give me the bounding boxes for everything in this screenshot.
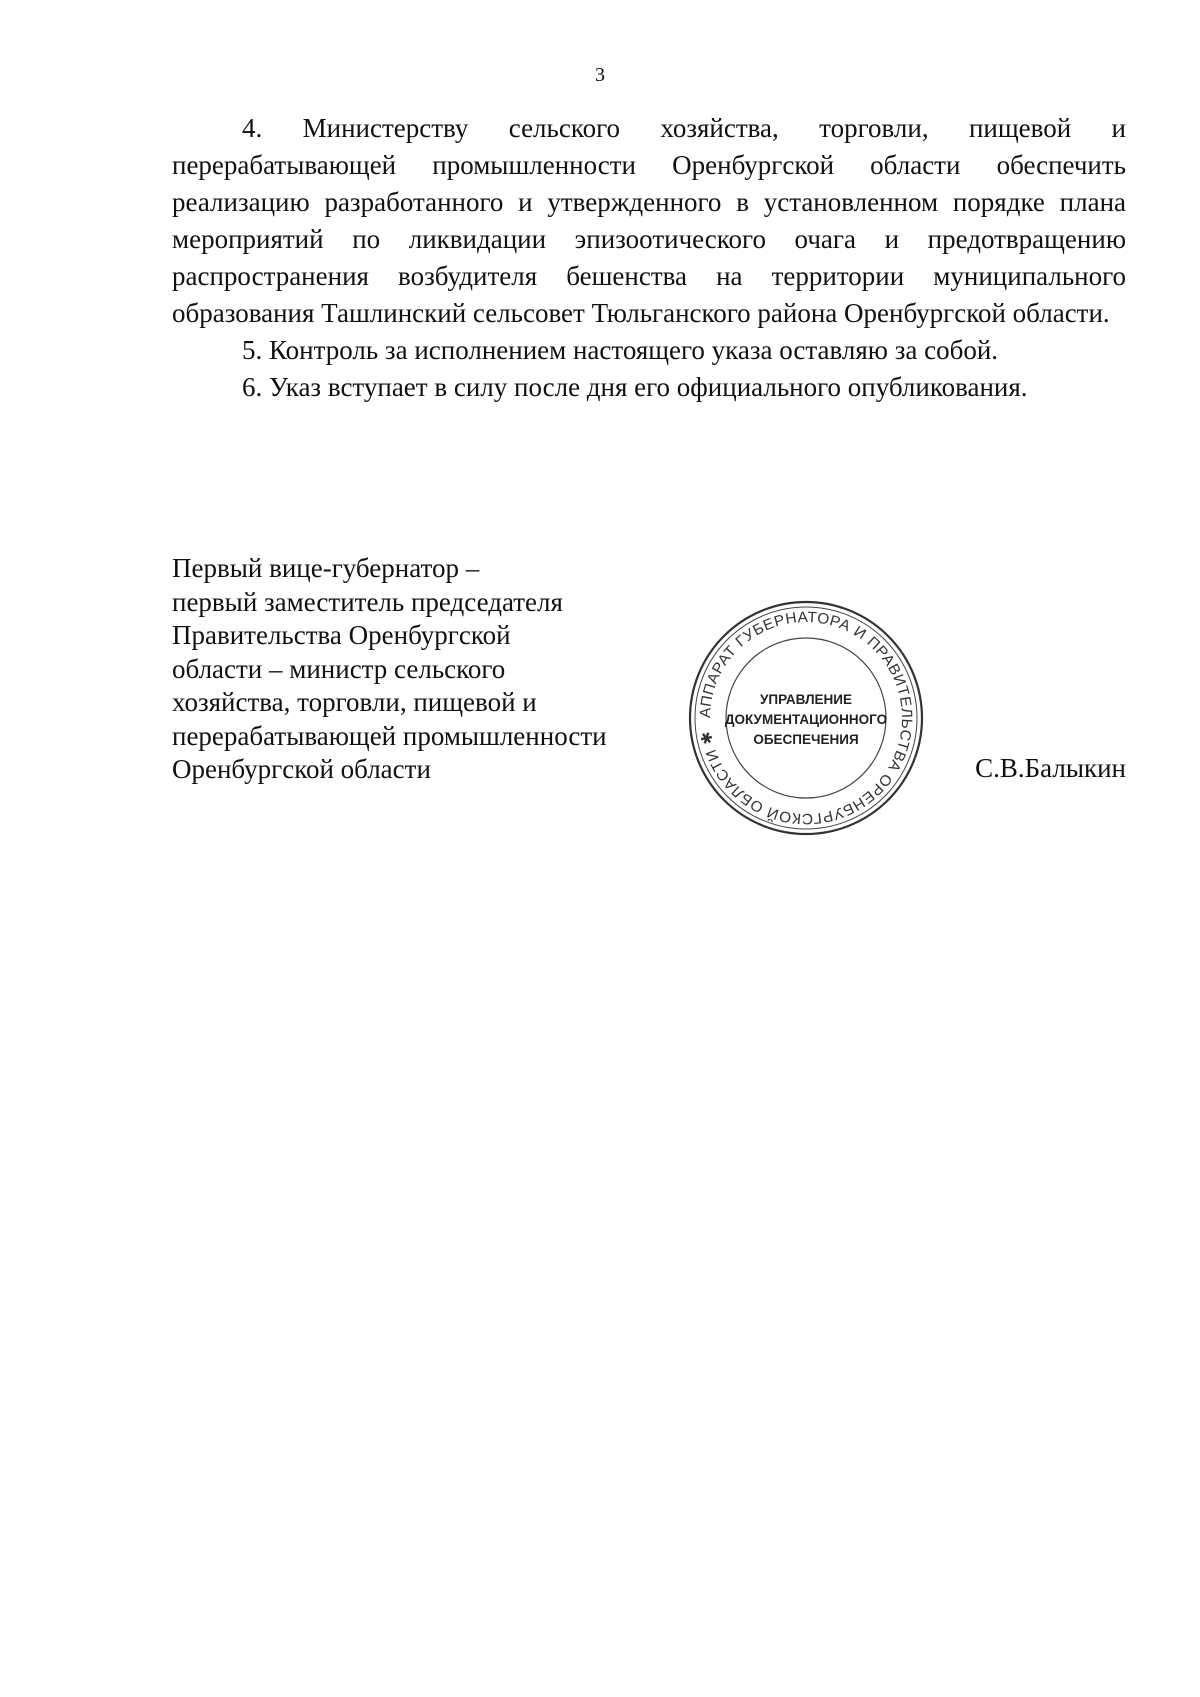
paragraph-6: 6. Указ вступает в силу после дня его официального опубликования. bbox=[242, 372, 1028, 402]
paragraph-4: 4. Министерству сельского хозяйства, торговли, пищевой и перерабатывающей промышленности Оренбургской области обеспечить реализацию разработанного и утвержденного в установленном порядке плана мероприятий по ликвидации эпизоотического очага и предотвращению распространения возбудителя бешенства на территории муниципального образования Ташлинский сельсовет Тюльганского района Оренбургской области. bbox=[172, 113, 1126, 328]
seal-center-line: УПРАВЛЕНИЕ bbox=[759, 692, 853, 707]
position-line: Оренбургской области bbox=[172, 754, 431, 784]
position-line: Первый вице-губернатор – bbox=[172, 553, 480, 583]
seal-ring-text: АППАРАТ ГУБЕРНАТОРА И ПРАВИТЕЛЬСТВА ОРЕНБУРГСКОЙ ОБЛАСТИ ✱ bbox=[696, 608, 916, 828]
signatory-name: С.В.Балыкин bbox=[975, 753, 1126, 783]
position-line: Правительства Оренбургской bbox=[172, 620, 511, 650]
page-number: 3 bbox=[595, 64, 605, 86]
paragraph-5: 5. Контроль за исполнением настоящего указа оставляю за собой. bbox=[242, 335, 999, 365]
signatory-position bbox=[172, 552, 652, 787]
seal-graphic bbox=[686, 598, 926, 838]
seal-center-line: ДОКУМЕНТАЦИОННОГО bbox=[724, 712, 888, 727]
position-line: хозяйства, торговли, пищевой и bbox=[172, 687, 537, 717]
position-line: перерабатывающей промышленности bbox=[172, 720, 607, 751]
document-body bbox=[172, 110, 1126, 406]
seal-center-line: ОБЕСПЕЧЕНИЯ bbox=[753, 732, 859, 747]
official-seal bbox=[686, 598, 926, 838]
position-line: области – министр сельского bbox=[172, 653, 506, 684]
position-line: первый заместитель председателя bbox=[172, 586, 563, 617]
